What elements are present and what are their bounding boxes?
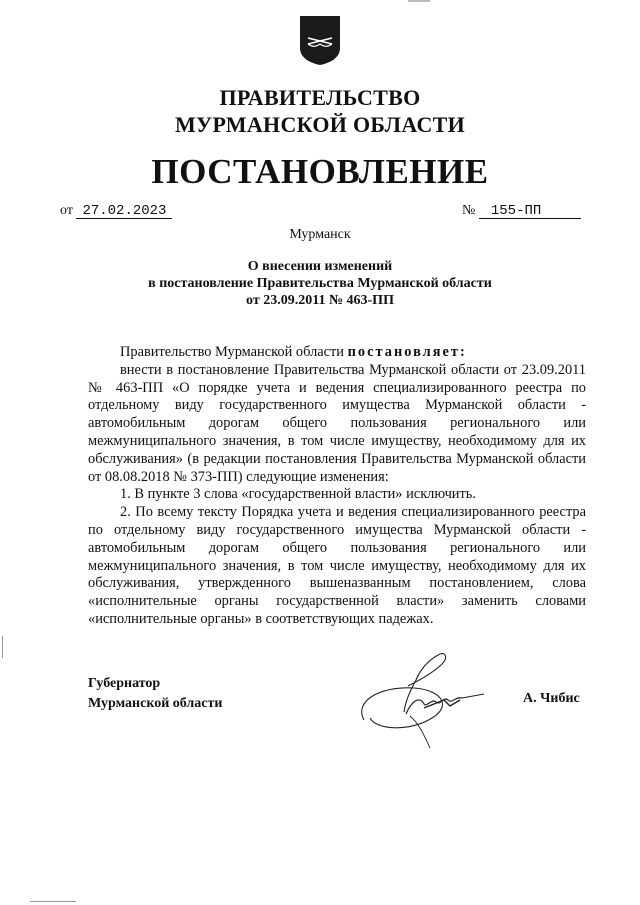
- document-type-title: ПОСТАНОВЛЕНИЕ: [151, 152, 489, 191]
- scan-mark-top: [408, 0, 430, 2]
- document-body: [88, 344, 586, 629]
- coat-of-arms-icon: [298, 14, 342, 66]
- document-subject: [0, 258, 640, 309]
- subject-line1: О внесении изменений: [247, 259, 393, 274]
- number-field: [462, 203, 581, 219]
- number-value: 155-ПП: [479, 205, 581, 219]
- scan-mark-side: [2, 636, 3, 658]
- scan-mark-bottom: [30, 901, 76, 902]
- intro-paragraph: [88, 344, 586, 362]
- government-name-line1: ПРАВИТЕЛЬСТВО: [219, 85, 421, 110]
- number-prefix: №: [462, 203, 476, 218]
- body-paragraph-1: внести в постановление Правительства Мурманской области от 23.09.2011 № 463-ПП «О порядке учета и ведения специализированного реестра по отдельному виду государственного имущества Мурманской области - автомобильным дорогам общего пользования регионального или межмуниципального значения, в том числе имуществу, необходимому для их обслуживания» (в редакции постановления Правительства Мурманской области от 08.08.2018 № 373-ПП) следующие изменения:: [88, 361, 586, 485]
- body-paragraph-2: 1. В пункте 3 слова «государственной власти» исключить.: [120, 486, 476, 503]
- position-line1: Губернатор: [88, 676, 161, 691]
- body-paragraph-3: 2. По всему тексту Порядка учета и ведения специализированного реестра по отдельному виду государственного имущества Мурманской области - автомобильным дорогам общего пользования регионального или межмуниципального значения, в том числе имуществу, необходимому для их обслуживания, утвержденного вышеназванным постановлением, слова «исполнительные органы государственной власти» заменить словами «исполнительные органы» в соответствующих падежах.: [88, 504, 586, 627]
- date-field: [60, 203, 172, 219]
- intro-verb: постановляет:: [347, 344, 467, 360]
- government-name: [0, 84, 640, 138]
- date-prefix: от: [60, 203, 73, 218]
- subject-line2: в постановление Правительства Мурманской области: [148, 276, 492, 291]
- intro-subject: Правительство Мурманской области: [120, 344, 345, 360]
- position-line2: Мурманской области: [88, 696, 223, 711]
- signatory-position: [88, 674, 222, 714]
- signatory-name: А. Чибис: [523, 691, 580, 706]
- city-name: Мурманск: [289, 227, 351, 242]
- subject-line3: от 23.09.2011 № 463-ПП: [246, 293, 394, 308]
- handwritten-signature-icon: [350, 650, 500, 750]
- government-name-line2: МУРМАНСКОЙ ОБЛАСТИ: [174, 112, 466, 137]
- date-value: 27.02.2023: [76, 205, 172, 219]
